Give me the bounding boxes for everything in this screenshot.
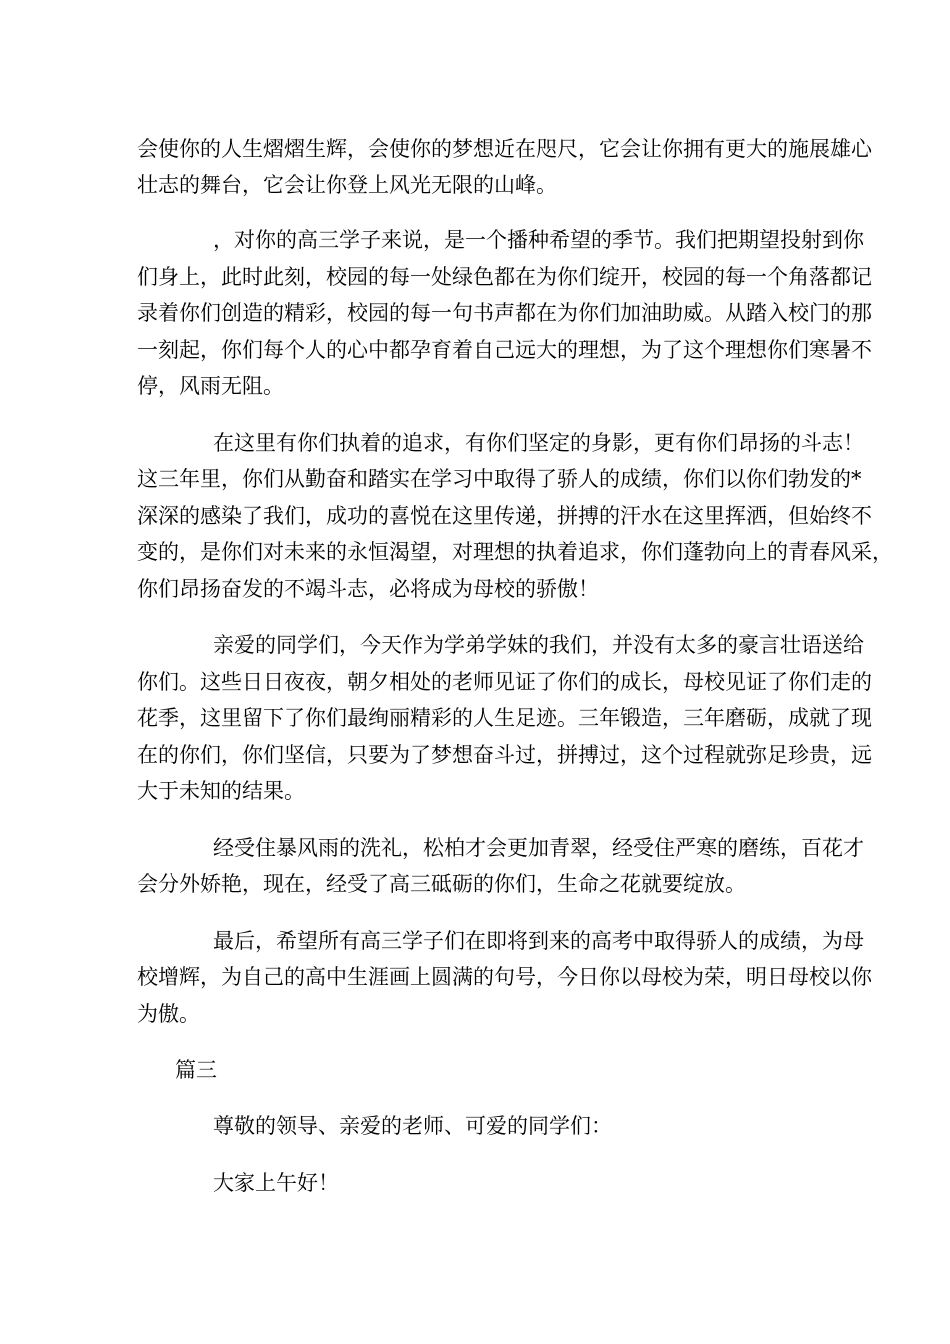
paragraph-1-line-1: 会使你的人生熠熠生辉，会使你的梦想近在咫尺，它会让你拥有更大的施展雄心 bbox=[137, 137, 872, 161]
paragraph-4-line-2: 你们。这些日日夜夜，朝夕相处的老师见证了你们的成长，母校见证了你们走的 bbox=[137, 670, 872, 694]
paragraph-6-line-2: 校增辉，为自己的高中生涯画上圆满的句号，今日你以母校为荣，明日母校以你 bbox=[137, 965, 872, 989]
salutation: 尊敬的领导、亲爱的老师、可爱的同学们： bbox=[213, 1114, 612, 1138]
paragraph-2-line-1: ，对你的高三学子来说，是一个播种希望的季节。我们把期望投射到你 bbox=[213, 228, 864, 252]
paragraph-5-line-1: 经受住暴风雨的洗礼，松柏才会更加青翠，经受住严寒的磨练，百花才 bbox=[213, 836, 864, 860]
paragraph-4-line-5: 大于未知的结果。 bbox=[137, 779, 305, 803]
paragraph-3-line-1: 在这里有你们执着的追求，有你们坚定的身影，更有你们昂扬的斗志！ bbox=[213, 431, 864, 455]
paragraph-2-line-5: 停，风雨无阻。 bbox=[137, 374, 284, 398]
paragraph-5-line-2: 会分外娇艳，现在，经受了高三砥砺的你们，生命之花就要绽放。 bbox=[137, 872, 746, 896]
paragraph-3-line-5: 你们昂扬奋发的不竭斗志，必将成为母校的骄傲！ bbox=[137, 577, 599, 601]
paragraph-6-line-3: 为傲。 bbox=[137, 1002, 200, 1026]
greeting: 大家上午好！ bbox=[213, 1171, 339, 1195]
paragraph-3-line-2: 这三年里，你们从勤奋和踏实在学习中取得了骄人的成绩，你们以你们勃发的* bbox=[137, 467, 862, 491]
paragraph-3-line-4: 变的，是你们对未来的永恒渴望，对理想的执着追求，你们蓬勃向上的青春风采， bbox=[137, 540, 893, 564]
paragraph-2-line-2: 们身上，此时此刻，校园的每一处绿色都在为你们绽开，校园的每一个角落都记 bbox=[137, 265, 872, 289]
paragraph-2-line-4: 一刻起，你们每个人的心中都孕育着自己远大的理想，为了这个理想你们寒暑不 bbox=[137, 338, 872, 362]
paragraph-3-line-3: 深深的感染了我们，成功的喜悦在这里传递，拼搏的汗水在这里挥洒，但始终不 bbox=[137, 504, 872, 528]
paragraph-4-line-4: 在的你们，你们坚信，只要为了梦想奋斗过，拼搏过，这个过程就弥足珍贵，远 bbox=[137, 743, 872, 767]
paragraph-4-line-1: 亲爱的同学们，今天作为学弟学妹的我们，并没有太多的豪言壮语送给 bbox=[213, 633, 864, 657]
paragraph-2-line-3: 录着你们创造的精彩，校园的每一句书声都在为你们加油助威。从踏入校门的那 bbox=[137, 301, 872, 325]
paragraph-6-line-1: 最后，希望所有高三学子们在即将到来的高考中取得骄人的成绩，为母 bbox=[213, 929, 864, 953]
section-heading: 篇三 bbox=[175, 1058, 217, 1082]
paragraph-1-line-2: 壮志的舞台，它会让你登上风光无限的山峰。 bbox=[137, 173, 557, 197]
paragraph-4-line-3: 花季，这里留下了你们最绚丽精彩的人生足迹。三年锻造，三年磨砺，成就了现 bbox=[137, 706, 872, 730]
